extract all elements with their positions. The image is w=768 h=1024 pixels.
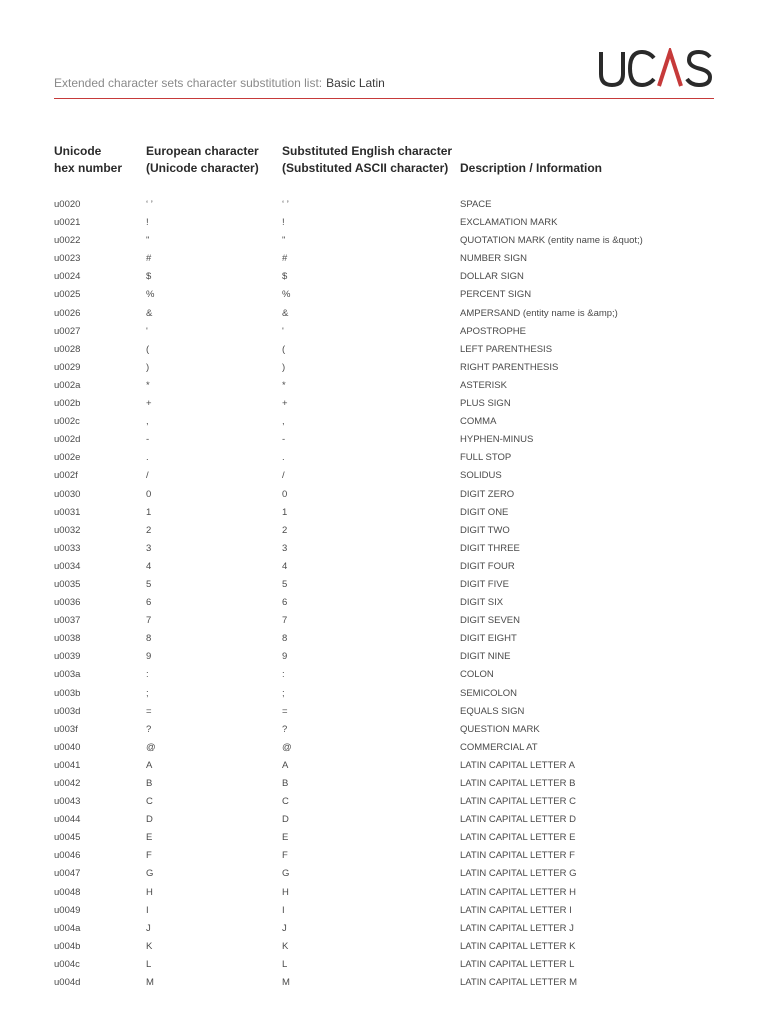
title-prefix: Extended character sets character substitution list:	[54, 76, 323, 90]
substituted-char-cell: 2	[282, 524, 288, 536]
european-char-cell: D	[146, 814, 153, 826]
substituted-char-cell: '	[282, 325, 284, 337]
european-char-cell: 9	[146, 651, 152, 663]
hex-cell: u004a	[54, 922, 81, 934]
hex-cell: u002b	[54, 398, 81, 410]
column-header-european-line2: (Unicode character)	[146, 161, 259, 175]
table-row	[0, 323, 768, 341]
hex-cell: u0046	[54, 850, 81, 862]
substituted-char-cell: .	[282, 452, 285, 464]
logo-text: UCAS	[598, 48, 601, 49]
european-char-cell: !	[146, 217, 149, 229]
description-cell: LATIN CAPITAL LETTER L	[460, 958, 575, 970]
substituted-char-cell: ;	[282, 687, 285, 699]
hex-cell: u0044	[54, 814, 81, 826]
european-char-cell: 8	[146, 633, 152, 645]
table-row	[0, 431, 768, 449]
table-row	[0, 449, 768, 467]
european-char-cell: ‘ ’	[146, 199, 153, 210]
description-cell: PERCENT SIGN	[460, 289, 532, 301]
substituted-char-cell: )	[282, 361, 286, 373]
table-row	[0, 847, 768, 865]
description-cell: LATIN CAPITAL LETTER A	[460, 759, 575, 771]
hex-cell: u0030	[54, 488, 81, 500]
hex-cell: u0024	[54, 271, 81, 283]
substituted-char-cell: ‘ ’	[282, 199, 289, 210]
european-char-cell: =	[146, 705, 152, 717]
hex-cell: u0027	[54, 325, 81, 337]
european-char-cell: %	[146, 289, 155, 301]
column-header-description-line1: Description / Information	[460, 161, 603, 175]
table-row	[0, 540, 768, 558]
table-row	[0, 721, 768, 739]
description-cell: NUMBER SIGN	[460, 253, 528, 265]
european-char-cell: I	[146, 904, 149, 916]
hex-cell: u0045	[54, 832, 81, 844]
european-char-cell: L	[146, 958, 152, 970]
european-char-cell: /	[146, 470, 149, 482]
hex-cell: u0048	[54, 886, 81, 898]
european-char-cell: 4	[146, 560, 152, 572]
column-header-description	[460, 160, 602, 177]
substituted-char-cell: L	[282, 958, 288, 970]
european-char-cell: :	[146, 669, 149, 681]
hex-cell: u0042	[54, 778, 81, 789]
european-char-cell: *	[146, 379, 150, 391]
substituted-char-cell: G	[282, 868, 290, 880]
description-cell: DOLLAR SIGN	[460, 271, 524, 283]
hex-cell: u002d	[54, 434, 81, 446]
european-char-cell: 7	[146, 615, 152, 627]
description-cell: SOLIDUS	[460, 470, 502, 482]
substituted-char-cell: C	[282, 796, 289, 808]
table-row	[0, 196, 768, 214]
character-table	[0, 196, 768, 992]
description-cell: DIGIT ZERO	[460, 488, 515, 500]
table-row	[0, 214, 768, 232]
description-cell: LATIN CAPITAL LETTER B	[460, 778, 576, 789]
table-row	[0, 865, 768, 883]
substituted-char-cell: 4	[282, 560, 288, 572]
description-cell: SEMICOLON	[460, 687, 518, 699]
description-cell: APOSTROPHE	[460, 325, 526, 337]
title-subject: Basic Latin	[326, 76, 385, 90]
hex-cell: u004c	[54, 958, 80, 970]
hex-cell: u0033	[54, 542, 81, 554]
hex-cell: u0023	[54, 253, 81, 265]
description-cell: FULL STOP	[460, 452, 512, 464]
description-cell: LATIN CAPITAL LETTER G	[460, 868, 577, 880]
hex-cell: u003f	[54, 723, 78, 735]
hex-cell: u0039	[54, 651, 81, 663]
table-row	[0, 268, 768, 286]
description-cell: COLON	[460, 669, 494, 681]
substituted-char-cell: F	[282, 850, 288, 862]
description-cell: QUOTATION MARK (entity name is &quot;)	[460, 235, 643, 247]
description-cell: EQUALS SIGN	[460, 705, 525, 717]
hex-cell: u0021	[54, 217, 81, 229]
substituted-char-cell: =	[282, 705, 288, 717]
european-char-cell: ,	[146, 416, 149, 428]
description-cell: SPACE	[460, 199, 492, 210]
table-row	[0, 902, 768, 920]
table-row	[0, 666, 768, 684]
hex-cell: u0020	[54, 199, 81, 210]
description-cell: DIGIT EIGHT	[460, 633, 517, 645]
hex-cell: u0026	[54, 307, 81, 319]
table-row	[0, 413, 768, 431]
hex-cell: u0032	[54, 524, 81, 536]
hex-cell: u003b	[54, 687, 81, 699]
column-header-substituted-line1: Substituted English character	[282, 144, 453, 158]
table-row	[0, 648, 768, 666]
description-cell: LATIN CAPITAL LETTER F	[460, 850, 575, 862]
description-cell: DIGIT ONE	[460, 506, 509, 518]
hex-cell: u0049	[54, 904, 81, 916]
substituted-char-cell: #	[282, 253, 288, 265]
substituted-char-cell: 0	[282, 488, 288, 500]
substituted-char-cell: A	[282, 759, 289, 771]
substituted-char-cell: %	[282, 289, 291, 301]
description-cell: DIGIT FIVE	[460, 578, 509, 590]
page-header	[54, 0, 714, 99]
european-char-cell: C	[146, 796, 153, 808]
description-cell: LATIN CAPITAL LETTER M	[460, 977, 578, 989]
hex-cell: u0031	[54, 506, 81, 518]
substituted-char-cell: 5	[282, 578, 288, 590]
column-header-substituted	[282, 143, 452, 177]
hex-cell: u004d	[54, 977, 81, 989]
substituted-char-cell: K	[282, 940, 289, 952]
hex-cell: u0029	[54, 361, 81, 373]
european-char-cell: $	[146, 271, 152, 283]
substituted-char-cell: -	[282, 434, 286, 446]
table-row	[0, 250, 768, 268]
substituted-char-cell: +	[282, 398, 288, 410]
table-row	[0, 920, 768, 938]
substituted-char-cell: @	[282, 741, 292, 753]
hex-cell: u002a	[54, 379, 81, 391]
substituted-char-cell: &	[282, 307, 289, 319]
hex-cell: u0025	[54, 289, 81, 301]
european-char-cell: J	[146, 922, 151, 934]
table-row	[0, 522, 768, 540]
hex-cell: u004b	[54, 940, 81, 952]
description-cell: DIGIT NINE	[460, 651, 511, 663]
substituted-char-cell: 3	[282, 542, 288, 554]
substituted-char-cell: ?	[282, 723, 288, 735]
european-char-cell: +	[146, 398, 152, 410]
table-row	[0, 757, 768, 775]
hex-cell: u0035	[54, 578, 81, 590]
page-title	[54, 76, 385, 90]
european-char-cell: &	[146, 307, 153, 319]
european-char-cell: #	[146, 253, 152, 265]
european-char-cell: B	[146, 778, 153, 789]
table-row	[0, 938, 768, 956]
hex-cell: u0022	[54, 235, 81, 247]
hex-cell: u0041	[54, 759, 81, 771]
hex-cell: u003d	[54, 705, 81, 717]
european-char-cell: G	[146, 868, 154, 880]
european-char-cell: ;	[146, 687, 149, 699]
european-char-cell: M	[146, 977, 154, 989]
description-cell: AMPERSAND (entity name is &amp;)	[460, 307, 618, 319]
table-row	[0, 811, 768, 829]
european-char-cell: 1	[146, 506, 152, 518]
table-row	[0, 829, 768, 847]
description-cell: DIGIT SIX	[460, 597, 504, 609]
table-row	[0, 395, 768, 413]
description-cell: RIGHT PARENTHESIS	[460, 361, 559, 373]
european-char-cell: (	[146, 343, 150, 355]
table-row	[0, 775, 768, 793]
substituted-char-cell: H	[282, 886, 289, 898]
substituted-char-cell: (	[282, 343, 286, 355]
table-row	[0, 286, 768, 304]
column-header-hex-line1: Unicode	[54, 144, 102, 158]
description-cell: HYPHEN-MINUS	[460, 434, 534, 446]
hex-cell: u002e	[54, 452, 81, 464]
table-row	[0, 305, 768, 323]
hex-cell: u002f	[54, 470, 78, 482]
substituted-char-cell: I	[282, 904, 285, 916]
column-header-hex	[54, 143, 122, 177]
substituted-char-cell: 6	[282, 597, 288, 609]
ucas-logo	[598, 48, 714, 90]
table-row	[0, 630, 768, 648]
column-header-hex-line2: hex number	[54, 161, 123, 175]
substituted-char-cell: *	[282, 379, 286, 391]
table-row	[0, 703, 768, 721]
european-char-cell: F	[146, 850, 152, 862]
description-cell: LATIN CAPITAL LETTER K	[460, 940, 576, 952]
hex-cell: u0037	[54, 615, 81, 627]
table-row	[0, 956, 768, 974]
substituted-char-cell: 7	[282, 615, 288, 627]
description-cell: DIGIT SEVEN	[460, 615, 521, 627]
table-row	[0, 612, 768, 630]
hex-cell: u0040	[54, 741, 81, 753]
substituted-char-cell: D	[282, 814, 289, 826]
hex-cell: u002c	[54, 416, 80, 428]
description-cell: DIGIT THREE	[460, 542, 520, 554]
substituted-char-cell: ,	[282, 416, 285, 428]
substituted-char-cell: :	[282, 669, 285, 681]
table-row	[0, 232, 768, 250]
european-char-cell: A	[146, 759, 153, 771]
substituted-char-cell: B	[282, 778, 289, 789]
description-cell: ASTERISK	[460, 379, 507, 391]
description-cell: COMMA	[460, 416, 497, 428]
hex-cell: u0034	[54, 560, 81, 572]
table-row	[0, 558, 768, 576]
description-cell: LEFT PARENTHESIS	[460, 343, 553, 355]
description-cell: DIGIT FOUR	[460, 560, 515, 572]
description-cell: LATIN CAPITAL LETTER H	[460, 886, 576, 898]
substituted-char-cell: J	[282, 922, 287, 934]
description-cell: DIGIT TWO	[460, 524, 510, 536]
table-row	[0, 685, 768, 703]
column-header-substituted-line2: (Substituted ASCII character)	[282, 161, 449, 175]
european-char-cell: ?	[146, 723, 152, 735]
european-char-cell: K	[146, 940, 153, 952]
substituted-char-cell: 9	[282, 651, 288, 663]
european-char-cell: 6	[146, 597, 152, 609]
european-char-cell: '	[146, 325, 148, 337]
description-cell: LATIN CAPITAL LETTER E	[460, 832, 576, 844]
european-char-cell: E	[146, 832, 153, 844]
table-row	[0, 884, 768, 902]
european-char-cell: )	[146, 361, 150, 373]
hex-cell: u003a	[54, 669, 81, 681]
table-row	[0, 793, 768, 811]
description-cell: QUESTION MARK	[460, 723, 540, 735]
table-row	[0, 739, 768, 757]
table-row	[0, 486, 768, 504]
european-char-cell: 3	[146, 542, 152, 554]
column-header-european-line1: European character	[146, 144, 259, 158]
table-row	[0, 467, 768, 485]
european-char-cell: 5	[146, 578, 152, 590]
hex-cell: u0038	[54, 633, 81, 645]
description-cell: COMMERCIAL AT	[460, 741, 538, 753]
european-char-cell: @	[146, 741, 156, 753]
european-char-cell: "	[146, 235, 150, 247]
substituted-char-cell: M	[282, 977, 290, 989]
substituted-char-cell: 1	[282, 506, 288, 518]
description-cell: LATIN CAPITAL LETTER J	[460, 922, 574, 934]
hex-cell: u0043	[54, 796, 81, 808]
table-row	[0, 594, 768, 612]
hex-cell: u0047	[54, 868, 81, 880]
substituted-char-cell: E	[282, 832, 289, 844]
hex-cell: u0036	[54, 597, 81, 609]
table-row	[0, 377, 768, 395]
description-cell: LATIN CAPITAL LETTER I	[460, 904, 572, 916]
substituted-char-cell: $	[282, 271, 288, 283]
european-char-cell: .	[146, 452, 149, 464]
european-char-cell: -	[146, 434, 150, 446]
description-cell: EXCLAMATION MARK	[460, 217, 558, 229]
european-char-cell: 2	[146, 524, 152, 536]
hex-cell: u0028	[54, 343, 81, 355]
table-row	[0, 341, 768, 359]
substituted-char-cell: "	[282, 235, 286, 247]
table-row	[0, 504, 768, 522]
description-cell: LATIN CAPITAL LETTER C	[460, 796, 576, 808]
table-row	[0, 974, 768, 992]
column-header-european	[146, 143, 259, 177]
substituted-char-cell: 8	[282, 633, 288, 645]
european-char-cell: 0	[146, 488, 152, 500]
table-row	[0, 359, 768, 377]
description-cell: PLUS SIGN	[460, 398, 511, 410]
table-row	[0, 576, 768, 594]
substituted-char-cell: !	[282, 217, 285, 229]
substituted-char-cell: /	[282, 470, 285, 482]
description-cell: LATIN CAPITAL LETTER D	[460, 814, 576, 826]
european-char-cell: H	[146, 886, 153, 898]
